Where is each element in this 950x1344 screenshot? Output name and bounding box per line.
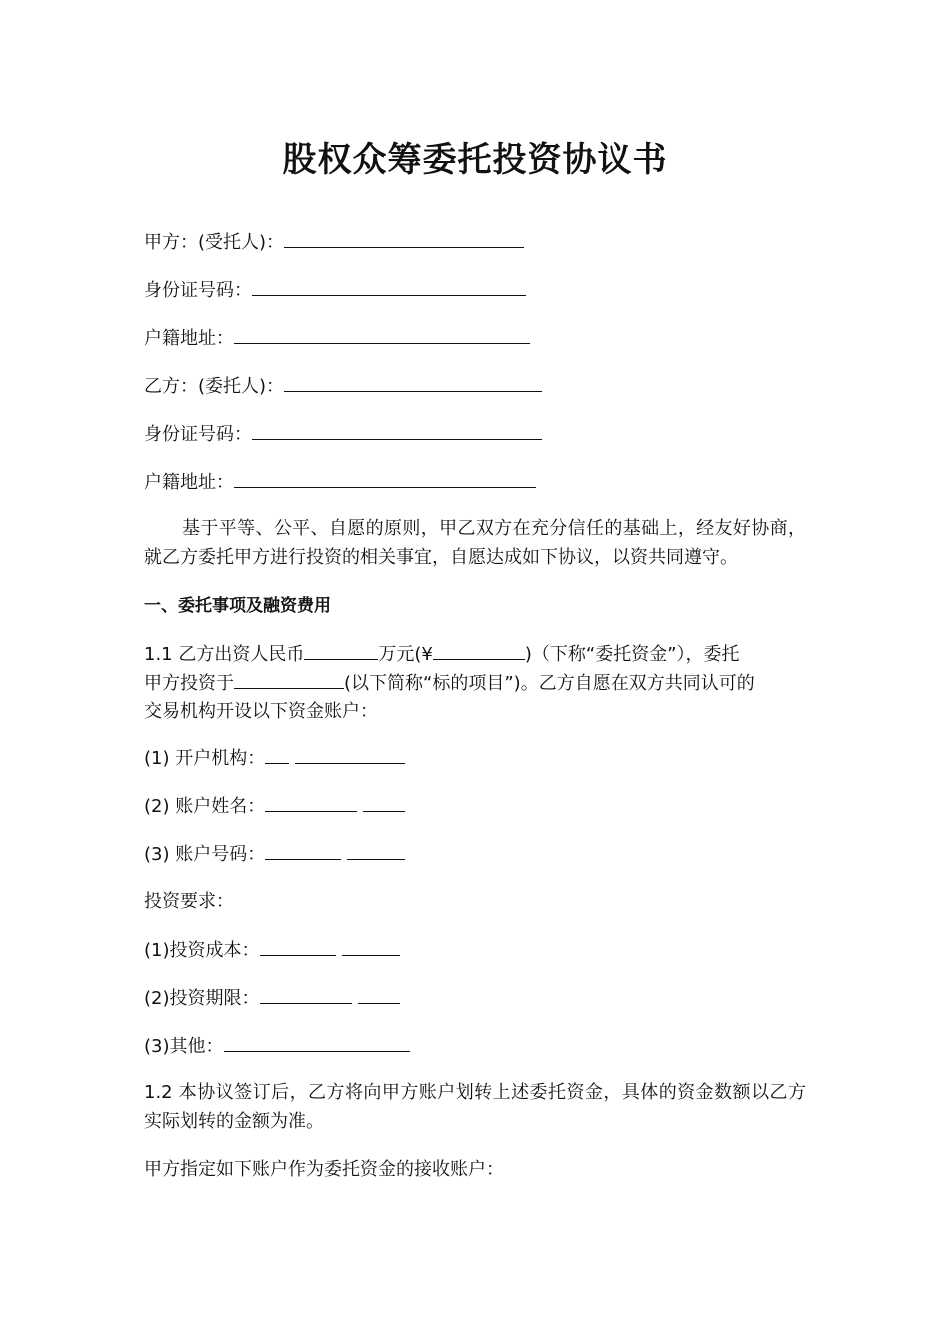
req-term-label: (2)投资期限： bbox=[144, 988, 260, 1009]
party-b-address-line bbox=[144, 470, 536, 495]
req-other-label: (3)其他： bbox=[144, 1036, 224, 1057]
amount-yuan-blank bbox=[433, 642, 525, 660]
req-other-blank bbox=[224, 1034, 410, 1052]
party-a-address-label: 户籍地址： bbox=[144, 328, 234, 349]
receiving-account-line bbox=[144, 1158, 504, 1182]
party-b-label: 乙方：(委托人)： bbox=[144, 376, 285, 397]
clause-1-1-text-c: )（下称“委托资金”），委托 bbox=[524, 644, 740, 665]
party-b-blank bbox=[284, 374, 542, 392]
clause-1-1-text-e: (以下简称“标的项目”)。乙方自愿在双方共同认可的 bbox=[344, 673, 755, 694]
party-b-id-blank bbox=[252, 422, 542, 440]
receiving-account-label: 甲方指定如下账户作为委托资金的接收账户： bbox=[144, 1159, 504, 1180]
party-a-id-line bbox=[144, 278, 526, 303]
clause-1-1-line-2 bbox=[144, 671, 755, 696]
req-term-blank-1 bbox=[260, 986, 352, 1004]
account-number-line bbox=[144, 842, 405, 867]
amount-wan-blank bbox=[304, 642, 378, 660]
account-institution-blank-1 bbox=[265, 746, 289, 764]
account-institution-blank-2 bbox=[295, 746, 405, 764]
clause-1-1-text-a: 1.1 乙方出资人民币 bbox=[144, 644, 305, 665]
clause-1-1-text-f: 交易机构开设以下资金账户： bbox=[144, 701, 378, 722]
party-a-id-label: 身份证号码： bbox=[144, 280, 252, 301]
clause-1-2-paragraph: 1.2 本协议签订后，乙方将向甲方账户划转上述委托资金，具体的资金数额以乙方实际划转的金额为准。 bbox=[144, 1082, 806, 1132]
party-b-line bbox=[144, 374, 542, 399]
section-1-heading: 一、委托事项及融资费用 bbox=[144, 596, 331, 616]
party-a-address-line bbox=[144, 326, 530, 351]
account-number-blank-2 bbox=[347, 842, 405, 860]
document-title: 股权众筹委托投资协议书 bbox=[282, 140, 668, 180]
clause-1-1-line-3 bbox=[144, 700, 378, 724]
account-name-line bbox=[144, 794, 405, 819]
clause-1-1-line-1 bbox=[144, 642, 740, 667]
investment-requirements-label: 投资要求： bbox=[144, 891, 234, 912]
party-b-address-label: 户籍地址： bbox=[144, 472, 234, 493]
req-cost-blank-1 bbox=[260, 938, 336, 956]
preamble-paragraph: 基于平等、公平、自愿的原则，甲乙双方在充分信任的基础上，经友好协商，就乙方委托甲方进行投资的相关事宜，自愿达成如下协议，以资共同遵守。 bbox=[144, 518, 806, 568]
clause-1-1-text-d: 甲方投资于 bbox=[144, 673, 234, 694]
party-a-label: 甲方：(受托人)： bbox=[144, 232, 285, 253]
account-number-label: (3) 账户号码： bbox=[144, 844, 266, 865]
req-cost-blank-2 bbox=[342, 938, 400, 956]
account-name-blank-1 bbox=[265, 794, 357, 812]
party-b-address-blank bbox=[234, 470, 536, 488]
account-number-blank-1 bbox=[265, 842, 341, 860]
req-term-line bbox=[144, 986, 400, 1011]
target-project-blank bbox=[234, 671, 344, 689]
req-other-line bbox=[144, 1034, 410, 1059]
account-institution-label: (1) 开户机构： bbox=[144, 748, 266, 769]
party-b-id-label: 身份证号码： bbox=[144, 424, 252, 445]
account-institution-line bbox=[144, 746, 405, 771]
party-a-line bbox=[144, 230, 524, 255]
party-a-blank bbox=[284, 230, 524, 248]
clause-1-1-text-b: 万元(¥ bbox=[378, 644, 433, 665]
account-name-blank-2 bbox=[363, 794, 405, 812]
party-b-id-line bbox=[144, 422, 542, 447]
req-term-blank-2 bbox=[358, 986, 400, 1004]
req-cost-line bbox=[144, 938, 400, 963]
req-cost-label: (1)投资成本： bbox=[144, 940, 260, 961]
account-name-label: (2) 账户姓名： bbox=[144, 796, 266, 817]
party-a-address-blank bbox=[234, 326, 530, 344]
investment-requirements-line bbox=[144, 890, 234, 914]
party-a-id-blank bbox=[252, 278, 526, 296]
